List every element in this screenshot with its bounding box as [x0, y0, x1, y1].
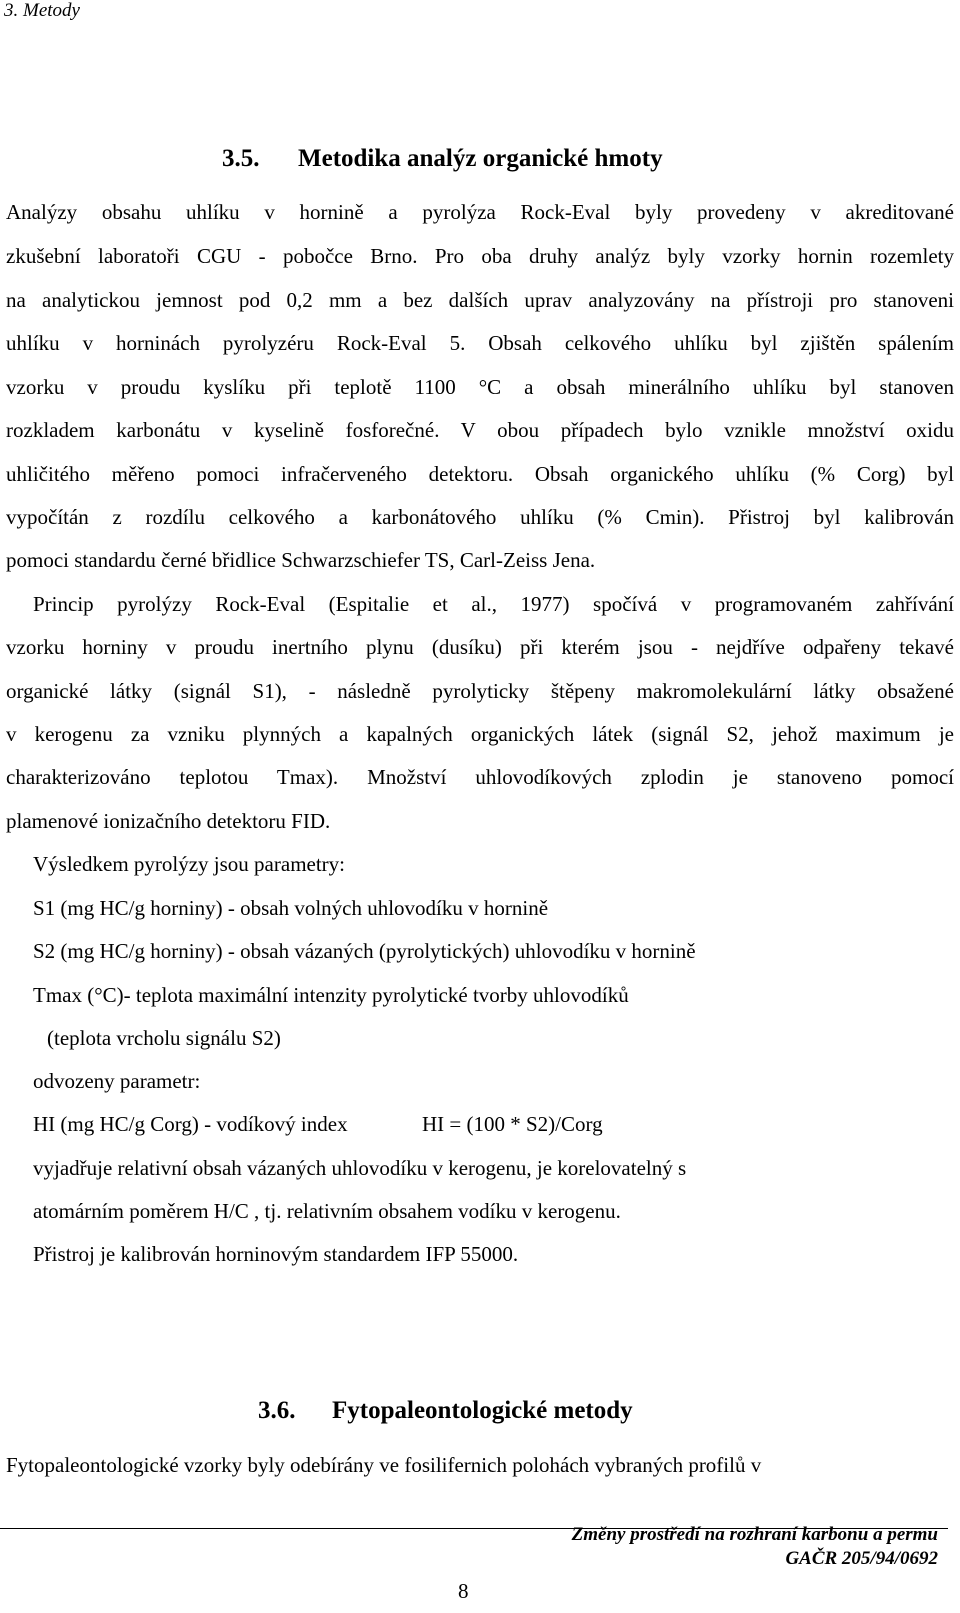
section-heading-3-5 — [222, 145, 663, 173]
text-line: pomoci standardu černé břidlice Schwarzschiefer TS, Carl-Zeiss Jena. — [6, 548, 596, 572]
text-line: v kerogenu za vzniku plynných a kapalných organických látek (signál S2, jehož maximum je — [6, 722, 954, 746]
paragraph-fytopaleontology: Fytopaleontologické vzorky byly odebírány ve fosilifernich polohách vybraných profilů v — [6, 1453, 762, 1477]
text-line: rozkladem karbonátu v kyselině fosforečné. V obou případech bylo vznikle množství oxidu — [6, 418, 954, 442]
text-line: na analytickou jemnost pod 0,2 mm a bez dalších uprav analyzovány na přístroji pro stanoveni — [6, 288, 954, 312]
parameter-tmax-note: (teplota vrcholu signálu S2) — [47, 1026, 281, 1050]
parameter-s1: S1 (mg HC/g horniny) - obsah volných uhlovodíku v hornině — [33, 896, 549, 920]
parameter-s2: S2 (mg HC/g horniny) - obsah vázaných (pyrolytických) uhlovodíku v hornině — [33, 939, 696, 963]
text-line: uhličitého měřeno pomoci infračerveného detektoru. Obsah organického uhlíku (% Corg) byl — [6, 462, 954, 486]
text-line: uhlíku v horninách pyrolyzéru Rock-Eval 5. Obsah celkového uhlíku byl zjištěn spálením — [6, 331, 954, 355]
text-line: Analýzy obsahu uhlíku v hornině a pyrolýza Rock-Eval byly provedeny v akreditované — [6, 200, 954, 224]
parameter-hi-description: atomárním poměrem H/C , tj. relativním obsahem vodíku v kerogenu. — [33, 1199, 621, 1223]
section-title: Metodika analýz organické hmoty — [298, 145, 663, 172]
running-head: 3. Metody — [4, 0, 80, 21]
parameter-hi: HI (mg HC/g Corg) - vodíkový index — [33, 1112, 348, 1136]
text-line: organické látky (signál S1), - následně pyrolyticky štěpeny makromolekulární látky obsažené — [6, 679, 954, 703]
page-number: 8 — [458, 1579, 469, 1603]
results-intro: Výsledkem pyrolýzy jsou parametry: — [33, 852, 346, 876]
parameter-hi-description: vyjadřuje relativní obsah vázaných uhlovodíku v kerogenu, je korelovatelný s — [33, 1156, 687, 1180]
text-line: vzorku horniny v proudu inertního plynu (dusíku) při kterém jsou - nejdříve odpařeny tekavé — [6, 635, 954, 659]
footer-grant-number: GAČR 205/94/0692 — [785, 1548, 938, 1569]
text-line: plamenové ionizačního detektoru FID. — [6, 809, 331, 833]
parameter-tmax: Tmax (°C)- teplota maximální intenzity pyrolytické tvorby uhlovodíků — [33, 983, 629, 1007]
text-line: vypočítán z rozdílu celkového a karbonátového uhlíku (% Cmin). Přistroj byl kalibrován — [6, 505, 954, 529]
section-heading-3-6 — [258, 1397, 633, 1425]
derived-parameter-label: odvozeny parametr: — [33, 1069, 201, 1093]
footer-project-title: Změny prostředí na rozhraní karbonu a permu — [571, 1524, 938, 1545]
text-line: vzorku v proudu kyslíku při teplotě 1100 °C a obsah minerálního uhlíku byl stanoven — [6, 375, 954, 399]
section-title: Fytopaleontologické metody — [332, 1397, 633, 1424]
text-line: charakterizováno teplotou Tmax). Množství uhlovodíkových zplodin je stanoveno pomocí — [6, 765, 954, 789]
text-line: Princip pyrolýzy Rock-Eval (Espitalie et al., 1977) spočívá v programovaném zahřívání — [33, 592, 954, 616]
parameter-hi-formula: HI = (100 * S2)/Corg — [422, 1112, 603, 1136]
section-number: 3.6. — [258, 1397, 296, 1424]
section-number: 3.5. — [222, 145, 260, 172]
calibration-note: Přistroj je kalibrován horninovým standardem IFP 55000. — [33, 1242, 519, 1266]
text-line: zkušební laboratoři CGU - pobočce Brno. Pro oba druhy analýz byly vzorky hornin rozemlety — [6, 244, 954, 268]
